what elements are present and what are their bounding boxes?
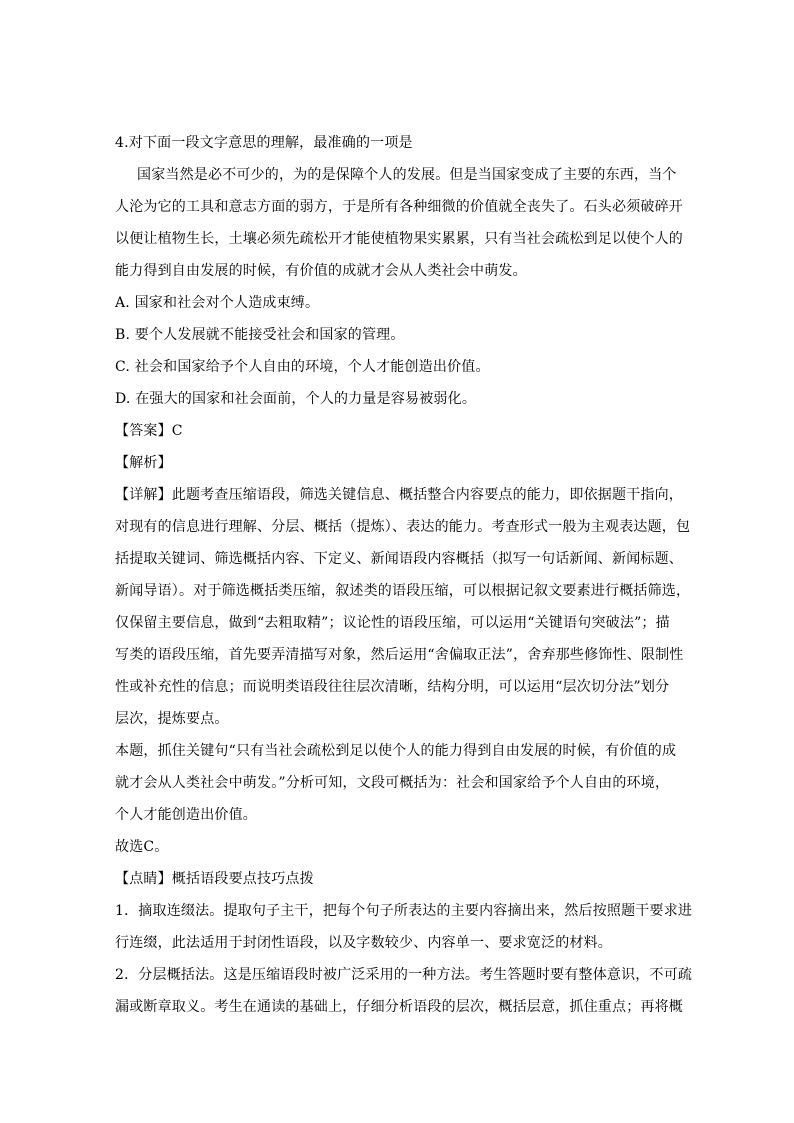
passage-line: 以便让植物生长，土壤必须先疏松开才能使植物果实累累，只有当社会疏松到足以使个人的: [115, 231, 683, 247]
option-b: B. 要个人发展就不能接受社会和国家的管理。: [115, 327, 405, 343]
tips-line: 行连缀，此法适用于封闭性语段，以及字数较少、内容单一、要求宽泛的材料。: [115, 935, 612, 951]
option-c: C. 社会和国家给予个人自由的环境，个人才能创造出价值。: [115, 359, 490, 375]
answer: 【答案】C: [115, 423, 183, 439]
detail-line: 性或补充性的信息；而说明类语段往往层次清晰，结构分明，可以运用“层次切分法”划分: [115, 679, 670, 695]
question-title: 4.对下面一段文字意思的理解，最准确的一项是: [115, 135, 413, 151]
this-question-line: 个人才能创造出价值。: [115, 807, 257, 823]
detail-line: 写类的语段压缩，首先要弄清描写对象，然后运用“舍偏取正法”，舍弃那些修饰性、限制性: [115, 647, 684, 663]
this-question-line: 本题，抓住关键句“只有当社会疏松到足以使个人的能力得到自由发展的时候，有价值的成: [115, 743, 677, 759]
tips-heading: 【点睛】概括语段要点技巧点拨: [115, 871, 314, 887]
option-a: A. 国家和社会对个人造成束缚。: [115, 295, 320, 311]
tips-line: 1．摘取连缀法。提取句子主干，把每个句子所表达的主要内容摘出来，然后按照题干要求进: [115, 903, 693, 919]
tips-line: 漏或断章取义。考生在通读的基础上，仔细分析语段的层次，概括层意，抓住重点；再将概: [115, 999, 683, 1015]
detail-line: 括提取关键词、筛选概括内容、下定义、新闻语段内容概括（拟写一句话新闻、新闻标题、: [115, 551, 683, 567]
detail-line: 层次，提炼要点。: [115, 711, 229, 727]
this-question-line: 就才会从人类社会中萌发。”分析可知，文段可概括为：社会和国家给予个人自由的环境，: [115, 775, 670, 791]
analysis-heading: 【解析】: [115, 455, 172, 471]
detail-line: 【详解】此题考查压缩语段，筛选关键信息、概括整合内容要点的能力，即依据题干指向，: [115, 487, 683, 503]
choice: 故选C。: [115, 839, 169, 855]
option-d: D. 在强大的国家和社会面前，个人的力量是容易被弱化。: [115, 391, 477, 407]
detail-line: 仅保留主要信息，做到“去粗取精”；议论性的语段压缩，可以运用“关键语句突破法”；描: [115, 615, 670, 631]
passage-line: 人沦为它的工具和意志方面的弱方，于是所有各种细微的价值就全丧失了。石头必须破碎开: [115, 199, 683, 215]
passage-line: 能力得到自由发展的时候，有价值的成就才会从人类社会中萌发。: [115, 263, 527, 279]
detail-line: 对现有的信息进行理解、分层、概括（提炼）、表达的能力。考查形式一般为主观表达题，包: [115, 519, 691, 535]
passage-line: 国家当然是必不可少的，为的是保障个人的发展。但是当国家变成了主要的东西，当个: [137, 167, 677, 183]
detail-line: 新闻导语）。对于筛选概括类压缩，叙述类的语段压缩，可以根据记叙文要素进行概括筛选，: [115, 583, 691, 599]
tips-line: 2．分层概括法。这是压缩语段时被广泛采用的一种方法。考生答题时要有整体意识，不可疏: [115, 967, 693, 983]
